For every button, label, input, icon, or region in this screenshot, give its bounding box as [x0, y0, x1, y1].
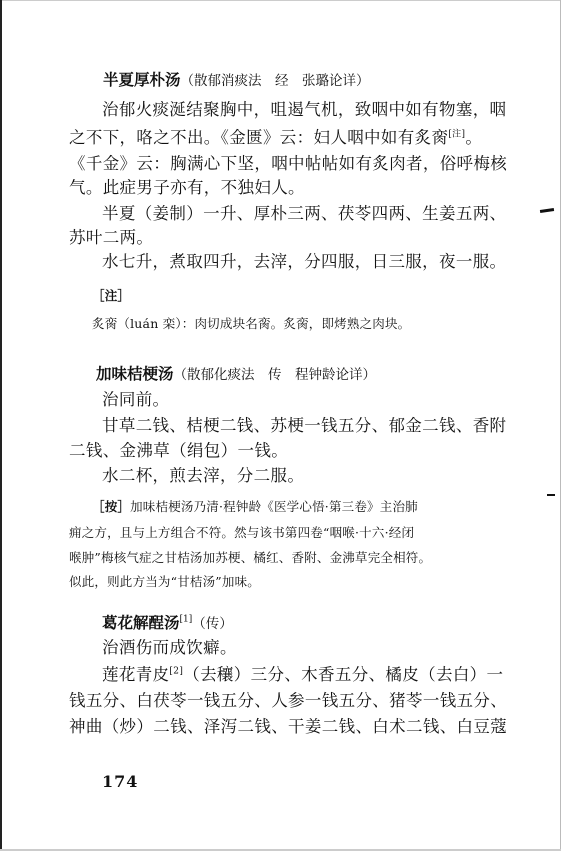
- s1-p1-line-4: 气。此症男子亦有，不独妇人。: [69, 178, 305, 197]
- section-3-title: 葛花解酲汤: [102, 613, 180, 632]
- s1-p3: 水七升，煮取四升，去滓，分四服，日三服，夜一服。: [102, 252, 507, 271]
- s3-p1: 治酒伤而成饮癖。: [102, 638, 237, 657]
- section-3-note-ref: [1]: [179, 614, 193, 625]
- s2-p3: 水二杯，煎去滓，分二服。: [102, 466, 305, 485]
- scan-mark: [540, 208, 554, 213]
- section-2-source: （散郁化痰法 传 程钟龄论详）: [173, 367, 377, 383]
- page-border-top: [0, 0, 561, 1]
- annotation-line-3: 喉肿”梅核气症之甘桔汤加苏梗、橘红、香附、金沸草完全相符。: [69, 550, 432, 565]
- s3-p2-line-1: 莲花青皮[2]（去穰）三分、木香五分、橘皮（去白）一: [102, 665, 504, 684]
- annotation-line-2: 痈之方，且与上方组合不符。然与该书第四卷“咽喉·十六·经闭: [69, 525, 415, 540]
- section-1-heading: [103, 68, 370, 90]
- s3-p2-line-2: 钱五分、白茯苓一钱五分、人参一钱五分、猪苓一钱五分、: [69, 691, 508, 710]
- section-2-title: 加味桔梗汤: [96, 364, 174, 383]
- annotation-line-4: 似此，则此方当为“甘桔汤”加味。: [69, 574, 260, 589]
- note-text: 炙脔（luán 栾）：肉切成块名脔。炙脔，即烤熟之肉块。: [92, 316, 411, 331]
- s1-p1-line-3: 《千金》云：胸满心下坚，咽中帖帖如有炙肉者，俗呼梅核: [69, 154, 508, 173]
- section-3-source: （传）: [192, 616, 233, 632]
- annotation-line-1: ［按］加味桔梗汤乃清·程钟龄《医学心悟·第三卷》主治肺: [92, 499, 418, 514]
- section-1-source: （散郁消痰法 经 张璐论详）: [180, 73, 370, 89]
- note-label: ［注］: [92, 288, 131, 303]
- s2-p2-line-1: 甘草二钱、桔梗二钱、苏梗一钱五分、郁金二钱、香附: [102, 416, 507, 435]
- s1-p1-line-2: 之不下，咯之不出。《金匮》云：妇人咽中如有炙脔[注]。: [69, 128, 483, 147]
- s3-p2-line-3: 神曲（炒）二钱、泽泻二钱、干姜二钱、白术二钱、白豆蔻: [69, 717, 508, 736]
- section-2-heading: [96, 362, 376, 384]
- s3-note-ref: [2]: [169, 666, 184, 677]
- s1-p1-line-1: 治郁火痰涎结聚胸中，咀遏气机，致咽中如有物塞，咽: [102, 100, 507, 119]
- s2-p1: 治同前。: [102, 390, 170, 409]
- page-number: 174: [102, 772, 139, 791]
- page-border-left: [0, 0, 2, 851]
- s1-p2-line-1: 半夏（姜制）一升、厚朴三两、茯苓四两、生姜五两、: [102, 204, 507, 223]
- note-ref: [注]: [448, 129, 466, 140]
- scan-mark: [547, 494, 555, 496]
- annotation-label: ［按］: [92, 499, 131, 514]
- section-1-title: 半夏厚朴汤: [103, 70, 181, 89]
- s1-p2-line-2: 苏叶二两。: [69, 228, 154, 247]
- s2-p2-line-2: 二钱、金沸草（绢包）一钱。: [69, 441, 289, 460]
- section-3-heading: [102, 611, 233, 633]
